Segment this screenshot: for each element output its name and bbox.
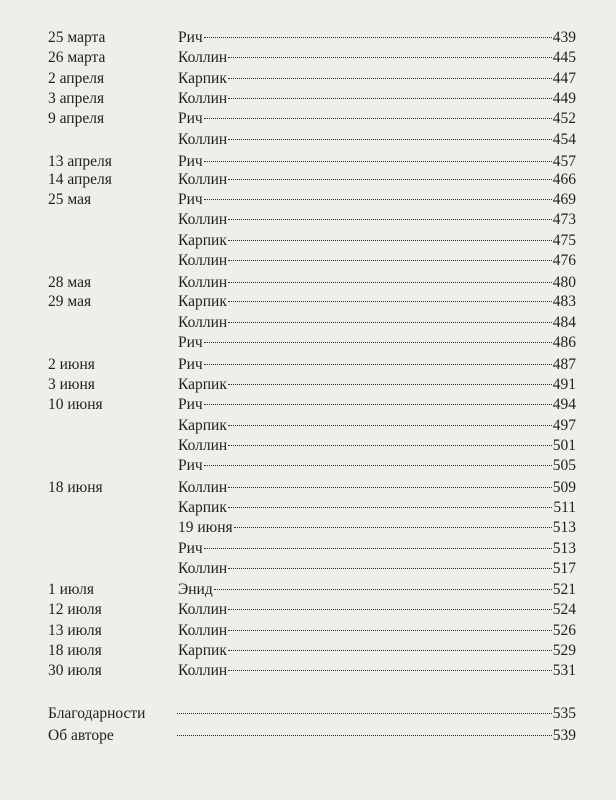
toc-date: 3 апреля [48,90,105,107]
toc-name: Коллин [178,437,228,454]
dot-leader [228,609,552,610]
toc-date: 26 марта [48,49,106,66]
toc-page-number: 513 [552,519,576,536]
toc-row [48,231,576,251]
toc-page-number: 486 [552,334,576,351]
dot-leader [204,404,552,405]
toc-page-number: 445 [552,49,576,66]
dot-leader [204,161,552,162]
toc-name: Рич [178,153,203,170]
toc-row [48,580,576,600]
dot-leader [228,139,552,140]
toc-date: 30 июля [48,662,102,679]
dot-leader [234,527,552,528]
toc-row [48,273,576,293]
toc-page-number: 509 [552,479,576,496]
toc-date: 18 июля [48,642,102,659]
toc-name: Коллин [178,601,228,618]
toc-name: Коллин [178,49,228,66]
toc-page-number: 484 [552,314,576,331]
toc-date: 2 апреля [48,70,105,87]
dot-leader [204,118,552,119]
dot-leader [228,282,552,283]
dot-leader [228,260,552,261]
toc-name: Рич [178,191,203,208]
toc-name: Рич [178,457,203,474]
dot-leader [228,179,552,180]
toc-name: Рич [178,110,203,127]
dot-leader [228,487,552,488]
dot-leader [228,240,552,241]
dot-leader [228,78,552,79]
toc-date: 3 июня [48,376,95,393]
toc-row [48,518,576,538]
toc-page-number: 466 [552,171,576,188]
dot-leader [228,425,552,426]
toc-name: Коллин [178,479,228,496]
toc-row [48,661,576,681]
toc-row [48,48,576,68]
toc-page-number: 475 [552,232,576,249]
toc-name: 19 июня [178,519,233,536]
toc-page-number: 483 [552,293,576,310]
toc-row [48,478,576,498]
toc-page-number: 491 [552,376,576,393]
toc-name: Коллин [178,90,228,107]
toc-row [48,210,576,230]
toc-date: 1 июля [48,581,94,598]
toc-name: Карпик [178,293,227,310]
toc-row [48,539,576,559]
dot-leader [228,630,552,631]
toc-page-number: 473 [552,211,576,228]
dot-leader [228,301,552,302]
toc-page-number: 511 [553,499,576,516]
dot-leader [228,322,552,323]
toc-name: Карпик [178,417,227,434]
toc-row [48,436,576,456]
toc-row [48,89,576,109]
dot-leader [204,548,552,549]
dot-leader [228,568,552,569]
toc-date: 25 мая [48,191,92,208]
dot-leader [228,98,552,99]
toc-row-acknowledgements [48,704,576,724]
toc-date: 10 июня [48,396,103,413]
toc-name: Рич [178,396,203,413]
toc-page-number: 531 [552,662,576,679]
toc-page-number: 480 [552,274,576,291]
toc-page-number: 447 [552,70,576,87]
toc-section-title: Благодарности [48,705,146,722]
toc-page-number: 449 [552,90,576,107]
dot-leader [214,589,552,590]
toc-name: Коллин [178,211,228,228]
dot-leader [228,445,552,446]
toc-row [48,292,576,312]
toc-row [48,395,576,415]
toc-page-number: 476 [552,252,576,269]
toc-page-number: 529 [552,642,576,659]
toc-date: 18 июня [48,479,103,496]
dot-leader [204,199,552,200]
toc-name: Коллин [178,131,228,148]
toc-row [48,355,576,375]
toc-date: 14 апреля [48,171,112,188]
toc-date: 25 марта [48,29,106,46]
toc-row [48,170,576,190]
dot-leader [177,735,552,736]
toc-page-number: 497 [552,417,576,434]
toc-row [48,375,576,395]
dot-leader [228,384,552,385]
toc-row-about-author [48,726,576,746]
toc-date: 13 апреля [48,153,112,170]
toc-date: 29 мая [48,293,92,310]
toc-name: Коллин [178,622,228,639]
toc-row [48,641,576,661]
dot-leader [204,364,552,365]
toc-name: Коллин [178,171,228,188]
toc-row [48,152,576,172]
toc-row [48,251,576,271]
toc-section-title: Об авторе [48,727,114,744]
dot-leader [228,507,552,508]
toc-row [48,498,576,518]
dot-leader [177,713,552,714]
toc-date: 12 июля [48,601,102,618]
toc-row [48,416,576,436]
toc-name: Карпик [178,642,227,659]
toc-name: Карпик [178,499,227,516]
toc-row [48,190,576,210]
toc-name: Карпик [178,232,227,249]
toc-page-number: 494 [552,396,576,413]
toc-row [48,559,576,579]
toc-name: Карпик [178,70,227,87]
toc-row [48,109,576,129]
toc-name: Карпик [178,376,227,393]
toc-page-number: 513 [552,540,576,557]
toc-page-number: 452 [552,110,576,127]
toc-page-number: 439 [552,29,576,46]
toc-page-number: 454 [552,131,576,148]
dot-leader [228,650,552,651]
toc-name: Рич [178,356,203,373]
toc-row [48,621,576,641]
toc-page-number: 505 [552,457,576,474]
toc-row [48,456,576,476]
toc-row [48,130,576,150]
toc-row [48,313,576,333]
toc-page-number: 517 [552,560,576,577]
toc-name: Энид [178,581,213,598]
toc-name: Коллин [178,662,228,679]
dot-leader [228,219,552,220]
toc-date: 9 апреля [48,110,105,127]
toc-page-number: 535 [552,705,576,722]
toc-page-number: 526 [552,622,576,639]
toc-row [48,69,576,89]
toc-row [48,28,576,48]
dot-leader [228,670,552,671]
toc-name: Коллин [178,274,228,291]
toc-page-number: 524 [552,601,576,618]
toc-page-number: 521 [552,581,576,598]
toc-page-number: 501 [552,437,576,454]
toc-date: 13 июля [48,622,102,639]
dot-leader [204,37,552,38]
toc-page-number: 539 [552,727,576,744]
dot-leader [228,57,552,58]
toc-page-number: 469 [552,191,576,208]
toc-name: Рич [178,334,203,351]
toc-row [48,600,576,620]
toc-name: Коллин [178,560,228,577]
toc-date: 2 июня [48,356,95,373]
dot-leader [204,342,552,343]
toc-date: 28 мая [48,274,92,291]
toc-page-number: 457 [552,153,576,170]
toc-row [48,333,576,353]
toc-name: Рич [178,540,203,557]
toc-name: Коллин [178,314,228,331]
toc-page-number: 487 [552,356,576,373]
dot-leader [204,465,552,466]
toc-name: Рич [178,29,203,46]
toc-name: Коллин [178,252,228,269]
